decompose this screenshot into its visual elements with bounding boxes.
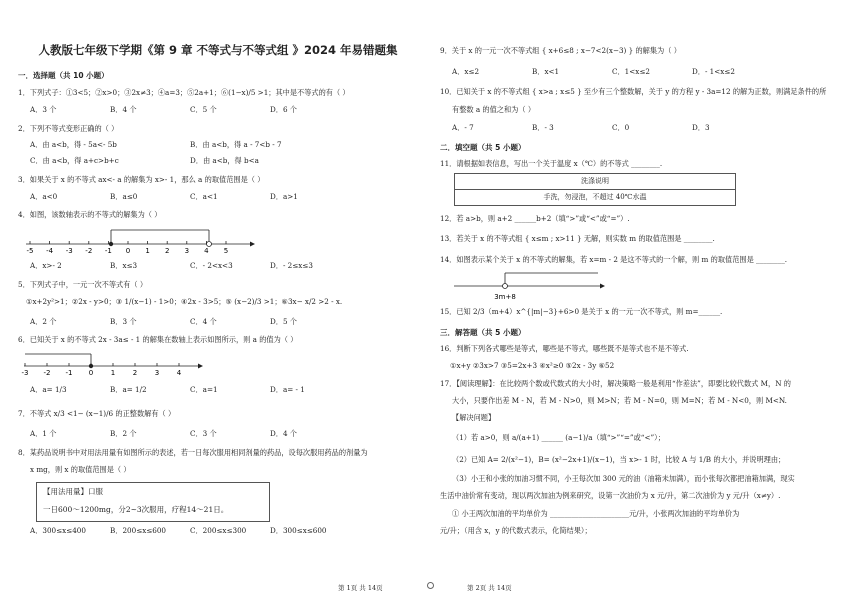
option: A．由 a<b，得 - 5a<- 5b [30, 140, 117, 149]
q1-options [30, 106, 350, 115]
option: C．4 个 [190, 317, 217, 326]
option: B．3 个 [110, 317, 137, 326]
question-1: 1．下列式子：①3<5；②x>0；③2x≠3；④a=3；⑤2a+1；⑥(1−x)/5 >1；其中是不等式的有（ ） [18, 88, 350, 97]
washing-table [454, 173, 736, 206]
tick-label: -3 [65, 247, 73, 255]
option: D．4 个 [270, 429, 297, 438]
option: C．5 个 [190, 105, 217, 114]
option: A．300≤x≤400 [30, 526, 86, 535]
option: B．- 3 [532, 123, 554, 132]
option: A．3 个 [30, 105, 57, 114]
hollow-point [503, 284, 508, 289]
tick-label: 1 [110, 369, 116, 377]
q5-options [30, 318, 350, 327]
option: B．200≤x≤600 [110, 526, 167, 535]
q16-expressions: ①x+y ②3x>7 ③5=2x+3 ④x²≥0 ⑤2x - 3y ⑥52 [450, 361, 615, 370]
table-cell: 手洗，勿浸泡，不超过 40℃水温 [455, 190, 736, 206]
option: C．200≤x≤300 [190, 526, 247, 535]
question-16: 16．判断下列各式哪些是等式，哪些是不等式，哪些既不是等式也不是不等式. [440, 344, 689, 353]
number-line-q4 [18, 222, 258, 256]
option: C．a=1 [190, 385, 218, 394]
tick-label: -3 [21, 369, 29, 377]
option: D．a>1 [270, 192, 298, 201]
option: A．x>- 2 [30, 261, 62, 270]
tick-label: -1 [104, 247, 112, 255]
option: C．1<x≤2 [612, 67, 650, 76]
table-header: 洗涤说明 [455, 174, 736, 190]
question-15: 15．已知 2/3（m+4）x^{|m|−3}+6>0 是关于 x 的一元一次不等式，则 m=______. [440, 307, 723, 316]
tick-label: 4 [204, 247, 209, 255]
page-number-right: 第 2页 共 14页 [467, 584, 512, 592]
q3-options [30, 193, 350, 202]
q17-sub1: ① 小王两次加油的平均单价为 ______________________元/升，小张两次加油的平均单价为 [452, 509, 740, 518]
section-choice: 一．选择题（共 10 小题） [18, 71, 109, 80]
question-4: 4．如图，该数轴表示的不等式的解集为（ ） [18, 210, 162, 219]
tick-label: -2 [43, 369, 51, 377]
option: C．a<1 [190, 192, 218, 201]
option: C．0 [612, 123, 630, 132]
q17-part3: （3）小王和小张的加油习惯不同，小王每次加 300 元的油（油箱未加满），而小张每次都把油箱加满，现实 [452, 474, 795, 483]
option: C．由 a<b，得 a+c>b+c [30, 156, 119, 165]
question-2: 2．下列不等式变形正确的（ ） [18, 124, 119, 133]
tick-label: 2 [164, 247, 170, 255]
question-5: 5．下列式子中，一元一次不等式有（ ） [18, 280, 148, 289]
question-10-cont: 有整数 a 的值之和为（ ） [452, 105, 536, 114]
option: B．a≤0 [110, 192, 138, 201]
q8-options [30, 527, 350, 536]
option: D．a= - 1 [270, 385, 305, 394]
q7-options [30, 430, 350, 439]
q17-part1: （1）若 a>0，则 a/(a+1) ______ (a−1)/a（填“>”“=”或“<”）； [452, 433, 665, 442]
question-7: 7．不等式 x/3 <1− (x−1)/6 的正整数解有（ ） [18, 409, 176, 418]
tick-label: 0 [125, 247, 131, 255]
option: B．4 个 [110, 105, 137, 114]
q17-part2: （2）已知 A= 2/(x²−1)，B= (x²−2x+1)/(x−1)，当 x>- 1 时，比较 A 与 1/B 的大小，并说明理由； [452, 455, 786, 464]
q17-sub1-cont: 元/升；（用含 x，y 的代数式表示，化简结果）； [440, 526, 592, 535]
dosage-text: 一日600～1200mg，分2~3次服用，疗程14～21日。 [43, 505, 229, 514]
number-line-q14 [450, 268, 610, 304]
section-fill: 二．填空题（共 5 小题） [440, 143, 526, 152]
option: D．由 a<b，得 b<a [190, 156, 259, 165]
q6-options [30, 386, 350, 395]
section-answer: 三．解答题（共 5 小题） [440, 328, 526, 337]
q2-options [30, 141, 350, 150]
option: D．- 2≤x≤3 [270, 261, 313, 270]
question-11: 11．请根据如表信息，写出一个关于温度 x（℃）的不等式 ________. [440, 159, 663, 168]
option: A．- 7 [452, 123, 474, 132]
option: A．2 个 [30, 317, 57, 326]
option: D．- 1<x≤2 [692, 67, 735, 76]
q2-options-2 [30, 157, 350, 166]
option: B．a= 1/2 [110, 385, 147, 394]
hollow-point [207, 242, 212, 247]
tick-label: 4 [176, 369, 182, 377]
q4-options [30, 262, 350, 271]
q9-options [452, 68, 772, 77]
q17-line2: 大小，只要作出差 M - N，若 M - N>0，则 M>N；若 M - N=0，则 M=N；若 M - N<0，则 M<N. [452, 396, 787, 405]
binding-hole-icon [427, 582, 434, 589]
question-8-cont: x mg，则 x 的取值范围是（ ） [30, 465, 131, 474]
question-14: 14．如图表示某个关于 x 的不等式的解集，若 x=m - 2 是这不等式的一个解，则 m 的取值范围是 ________. [440, 255, 788, 264]
option: D．5 个 [270, 317, 297, 326]
tick-label: 5 [223, 247, 229, 255]
tick-label: 3 [184, 247, 190, 255]
point-label: 3m+8 [494, 293, 516, 301]
option: B．x<1 [532, 67, 560, 76]
question-3: 3．如果关于 x 的不等式 ax<- a 的解集为 x>- 1，那么 a 的取值范围是（ ） [18, 175, 265, 184]
page-title: 人教版七年级下学期《第 9 章 不等式与不等式组 》2024 年易错题集 [38, 43, 398, 57]
page-number-left: 第 1页 共 14页 [338, 584, 383, 592]
dosage-box [36, 482, 270, 522]
option: B．x≤3 [110, 261, 138, 270]
option: A．1 个 [30, 429, 57, 438]
question-10: 10．已知关于 x 的不等式组 { x>a ; x≤5 } 至少有三个整数解，关于 y 的方程 y - 3a=12 的解为正数，则满足条件的所 [440, 87, 827, 96]
number-line-q6 [18, 346, 208, 378]
tick-label: 2 [132, 369, 138, 377]
q17-part3-cont: 生活中油价常有变动，现以两次加油为例来研究，设第一次油价为 x 元/升，第二次油价为 y 元/升（x≠y）. [440, 491, 781, 500]
tick-label: -4 [46, 247, 54, 255]
option: D．3 [692, 123, 710, 132]
solid-point [109, 242, 113, 246]
option: A．x≤2 [452, 67, 480, 76]
option: C．- 2<x<3 [190, 261, 233, 270]
q10-options [452, 124, 772, 133]
tick-label: -2 [85, 247, 93, 255]
question-17: 17．【阅读理解】：在比较两个数或代数式的大小时，解决策略一般是利用“作差法”，即要比较代数式 M，N 的 [440, 379, 791, 388]
q5-expressions: ①x+2y²>1；②2x - y>0；③ 1/(x−1) - 1>0；④2x - 3>5；⑤ (x−2)/3 >1；⑥3x− x/2 >2 - x. [26, 297, 343, 306]
option: C．3 个 [190, 429, 217, 438]
question-9: 9．关于 x 的一元一次不等式组 { x+6≤8 ; x−7<2(x−3) } 的解集为（ ） [440, 46, 681, 55]
dosage-heading: 【用法用量】口服 [43, 487, 103, 496]
option: B．由 a<b，得 a - 7<b - 7 [190, 140, 282, 149]
tick-label: -1 [65, 369, 73, 377]
option: D．6 个 [270, 105, 297, 114]
tick-label: 1 [145, 247, 150, 255]
tick-label: -5 [26, 247, 34, 255]
option: A．a<0 [30, 192, 58, 201]
tick-label: 3 [154, 369, 160, 377]
option: B．2 个 [110, 429, 137, 438]
question-6: 6．已知关于 x 的不等式 2x - 3a≤ - 1 的解集在数轴上表示如图所示，则 a 的值为（ ） [18, 335, 298, 344]
option: A．a= 1/3 [30, 385, 67, 394]
question-13: 13．若关于 x 的不等式组 { x≤m ; x>11 } 无解，则实数 m 的取值范围是 ________. [440, 234, 715, 243]
option: D．300≤x≤600 [270, 526, 327, 535]
question-12: 12．若 a>b，则 a+2 ______b+2（填“>”或“<”或“=”）. [440, 214, 630, 223]
q17-line3: 【解决问题】 [452, 413, 496, 422]
tick-label: 0 [88, 369, 94, 377]
question-8: 8．某药品说明书中对用法用量有如图所示的表述，若一日每次服用相同剂量的药品，设每次服用药品的剂量为 [18, 448, 368, 457]
solid-point [89, 364, 93, 368]
